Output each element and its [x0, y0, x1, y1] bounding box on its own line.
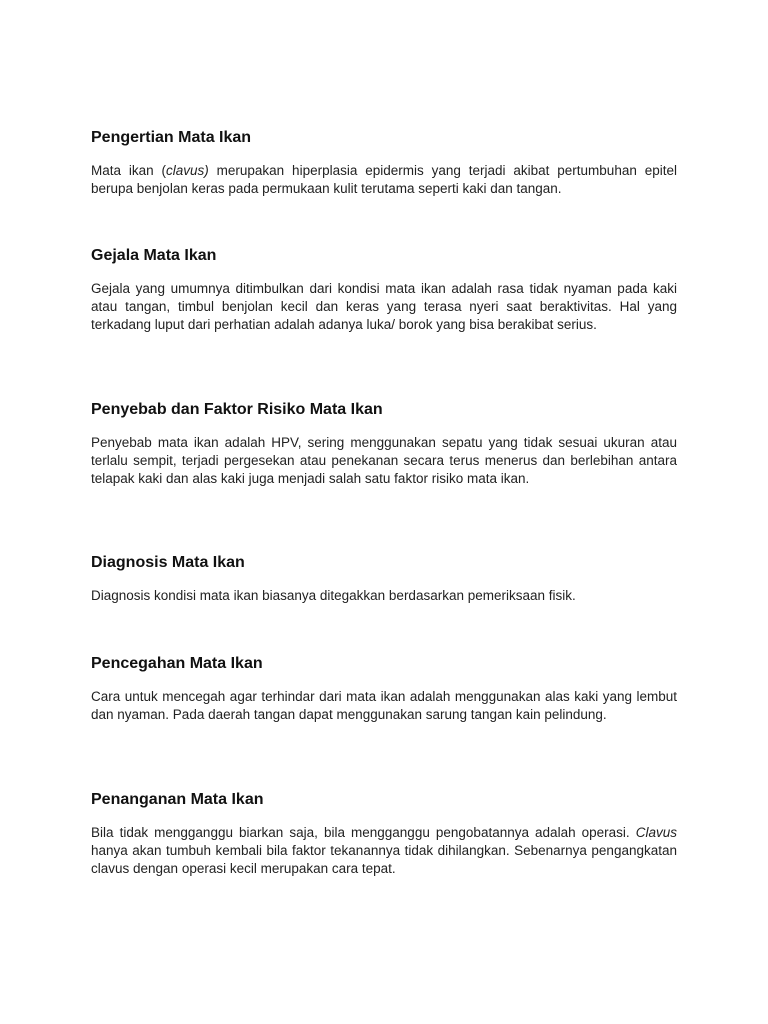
section-penyebab — [91, 400, 677, 488]
section-paragraph: Diagnosis kondisi mata ikan biasanya ditegakkan berdasarkan pemeriksaan fisik. — [91, 588, 576, 603]
section-paragraph: Gejala yang umumnya ditimbulkan dari kondisi mata ikan adalah rasa tidak nyaman pada kaki atau tangan, timbul benjolan kecil dan keras yang terasa nyeri saat beraktivitas. Hal yang terkadang luput dari perhatian adalah adanya luka/ borok yang bisa berakibat serius. — [91, 281, 677, 332]
section-gejala — [91, 246, 677, 334]
section-heading: Gejala Mata Ikan — [91, 247, 217, 264]
paragraph-italic-text: clavus) — [166, 163, 209, 178]
section-paragraph: Penyebab mata ikan adalah HPV, sering menggunakan sepatu yang tidak sesuai ukuran atau terlalu sempit, terjadi pergesekan atau penekanan secara terus menerus dan berlebihan antara telapak kaki dan alas kaki juga menjadi salah satu faktor risiko mata ikan. — [91, 435, 677, 486]
paragraph-text: merupakan hiperplasia epidermis yang terjadi akibat pertumbuhan epitel berupa benjolan keras pada permukaan kulit terutama seperti kaki dan tangan. — [91, 163, 677, 196]
section-heading: Penanganan Mata Ikan — [91, 791, 264, 808]
section-heading: Diagnosis Mata Ikan — [91, 554, 245, 571]
section-heading: Penyebab dan Faktor Risiko Mata Ikan — [91, 401, 383, 418]
section-paragraph: Cara untuk mencegah agar terhindar dari mata ikan adalah menggunakan alas kaki yang lembut dan nyaman. Pada daerah tangan dapat menggunakan sarung tangan kain pelindung. — [91, 689, 677, 722]
paragraph-text: hanya akan tumbuh kembali bila faktor tekanannya tidak dihilangkan. Sebenarnya pengangkatan clavus dengan operasi kecil merupakan cara tepat. — [91, 843, 677, 876]
section-pencegahan — [91, 654, 677, 724]
section-pengertian — [91, 128, 677, 198]
section-heading: Pengertian Mata Ikan — [91, 129, 252, 146]
paragraph-text: Mata ikan ( — [91, 163, 167, 178]
section-paragraph — [91, 162, 677, 198]
section-paragraph — [91, 824, 677, 878]
section-diagnosis — [91, 553, 677, 605]
section-heading: Pencegahan Mata Ikan — [91, 655, 263, 672]
paragraph-text: Bila tidak mengganggu biarkan saja, bila mengganggu pengobatannya adalah operasi. — [91, 825, 636, 840]
paragraph-italic-text: Clavus — [635, 825, 677, 840]
section-penanganan — [91, 790, 677, 878]
